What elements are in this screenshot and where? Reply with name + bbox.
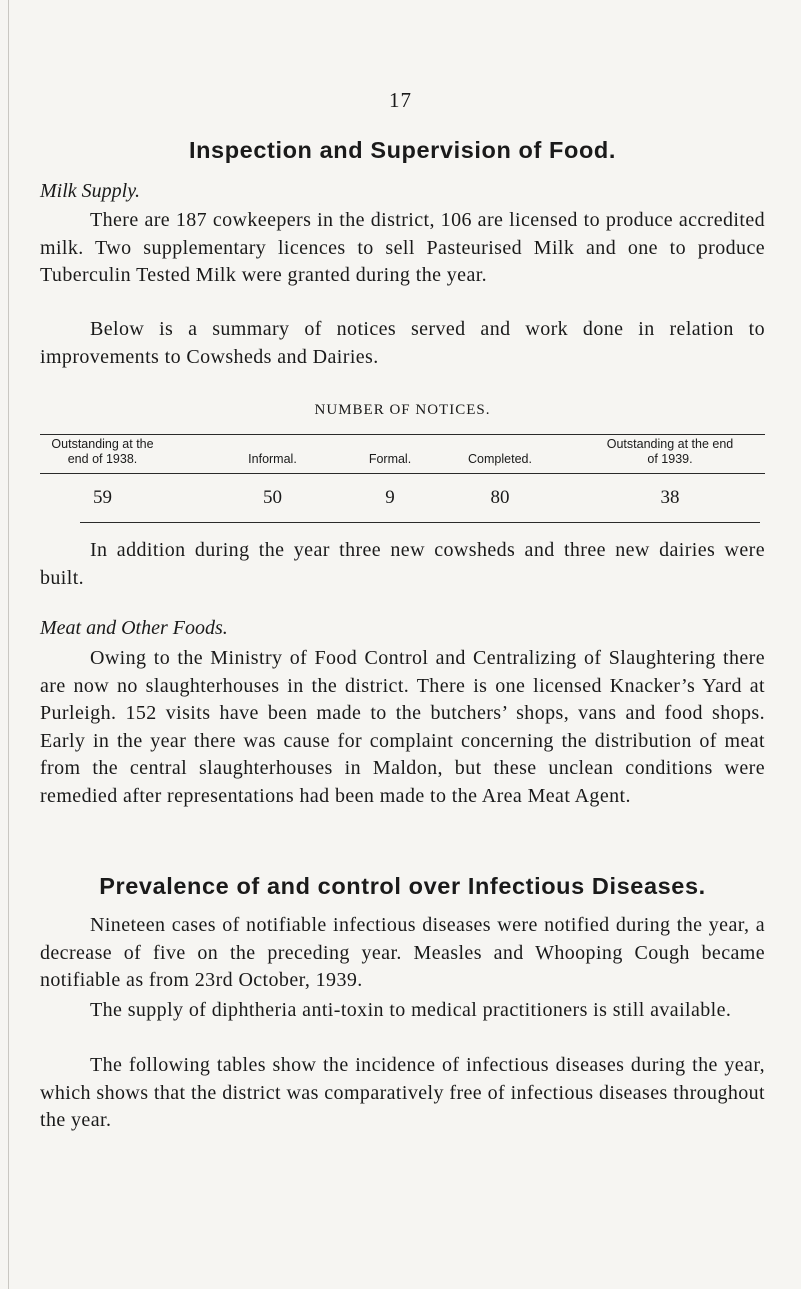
page-edge bbox=[8, 0, 9, 1289]
value-informal: 50 bbox=[263, 487, 282, 508]
header-outstanding-1938: Outstanding at the end of 1938. bbox=[51, 437, 154, 466]
header-formal: Formal. bbox=[368, 452, 412, 466]
paragraph-milk-licences: There are 187 cowkeepers in the district, 106 are licensed to produce accredited milk. Two supplementary licences to sell Pasteurised Milk and one to produce Tuberculin Tested Milk were granted during the year. bbox=[40, 209, 765, 286]
value-outstanding-1938: 59 bbox=[93, 487, 112, 508]
header-informal: Informal. bbox=[248, 452, 297, 466]
section-title-infectious: Prevalence of and control over Infectious Diseases. bbox=[99, 873, 706, 899]
header-completed: Completed. bbox=[468, 452, 532, 466]
table-bottom-rule bbox=[80, 522, 760, 523]
table-top-rule bbox=[40, 434, 765, 435]
subheading-milk-supply: Milk Supply. bbox=[40, 180, 140, 202]
paragraph-new-cowsheds: In addition during the year three new cowsheds and three new dairies were built. bbox=[40, 539, 765, 589]
page-number: 17 bbox=[389, 88, 412, 112]
header-outstanding-1939: Outstanding at the end of 1939. bbox=[606, 437, 734, 466]
paragraph-notified-cases: Nineteen cases of notifiable infectious diseases were notified during the year, a decrease of five on the preceding year. Measles and Whooping Cough became notifiable as from 23rd October, 1939. bbox=[40, 914, 765, 991]
value-outstanding-1939: 38 bbox=[660, 487, 680, 508]
subheading-meat-foods: Meat and Other Foods. bbox=[40, 617, 228, 639]
value-formal: 9 bbox=[385, 487, 395, 508]
paragraph-meat: Owing to the Ministry of Food Control and Centralizing of Slaughtering there are now no slaughterhouses in the district. There is one licensed Knacker’s Yard at Purleigh. 152 visits have been made to the butchers’ shops, vans and food shops. Early in the year there was cause for complaint concerning the distribution of meat from the central slaughterhouses in Maldon, but these unclean conditions were remedied after representations had been made to the Area Meat Agent. bbox=[40, 647, 765, 807]
table-title: NUMBER OF NOTICES. bbox=[314, 402, 491, 418]
table-header-rule bbox=[40, 473, 765, 474]
section-title-food: Inspection and Supervision of Food. bbox=[188, 137, 617, 163]
paragraph-incidence-tables: The following tables show the incidence of infectious diseases during the year, which shows that the district was comparatively free of infectious diseases throughout the year. bbox=[40, 1054, 765, 1131]
value-completed: 80 bbox=[490, 487, 510, 508]
paragraph-notices-summary: Below is a summary of notices served and work done in relation to improvements to Cowsheds and Dairies. bbox=[40, 318, 765, 368]
paragraph-diphtheria: The supply of diphtheria anti-toxin to medical practitioners is still available. bbox=[90, 999, 732, 1021]
